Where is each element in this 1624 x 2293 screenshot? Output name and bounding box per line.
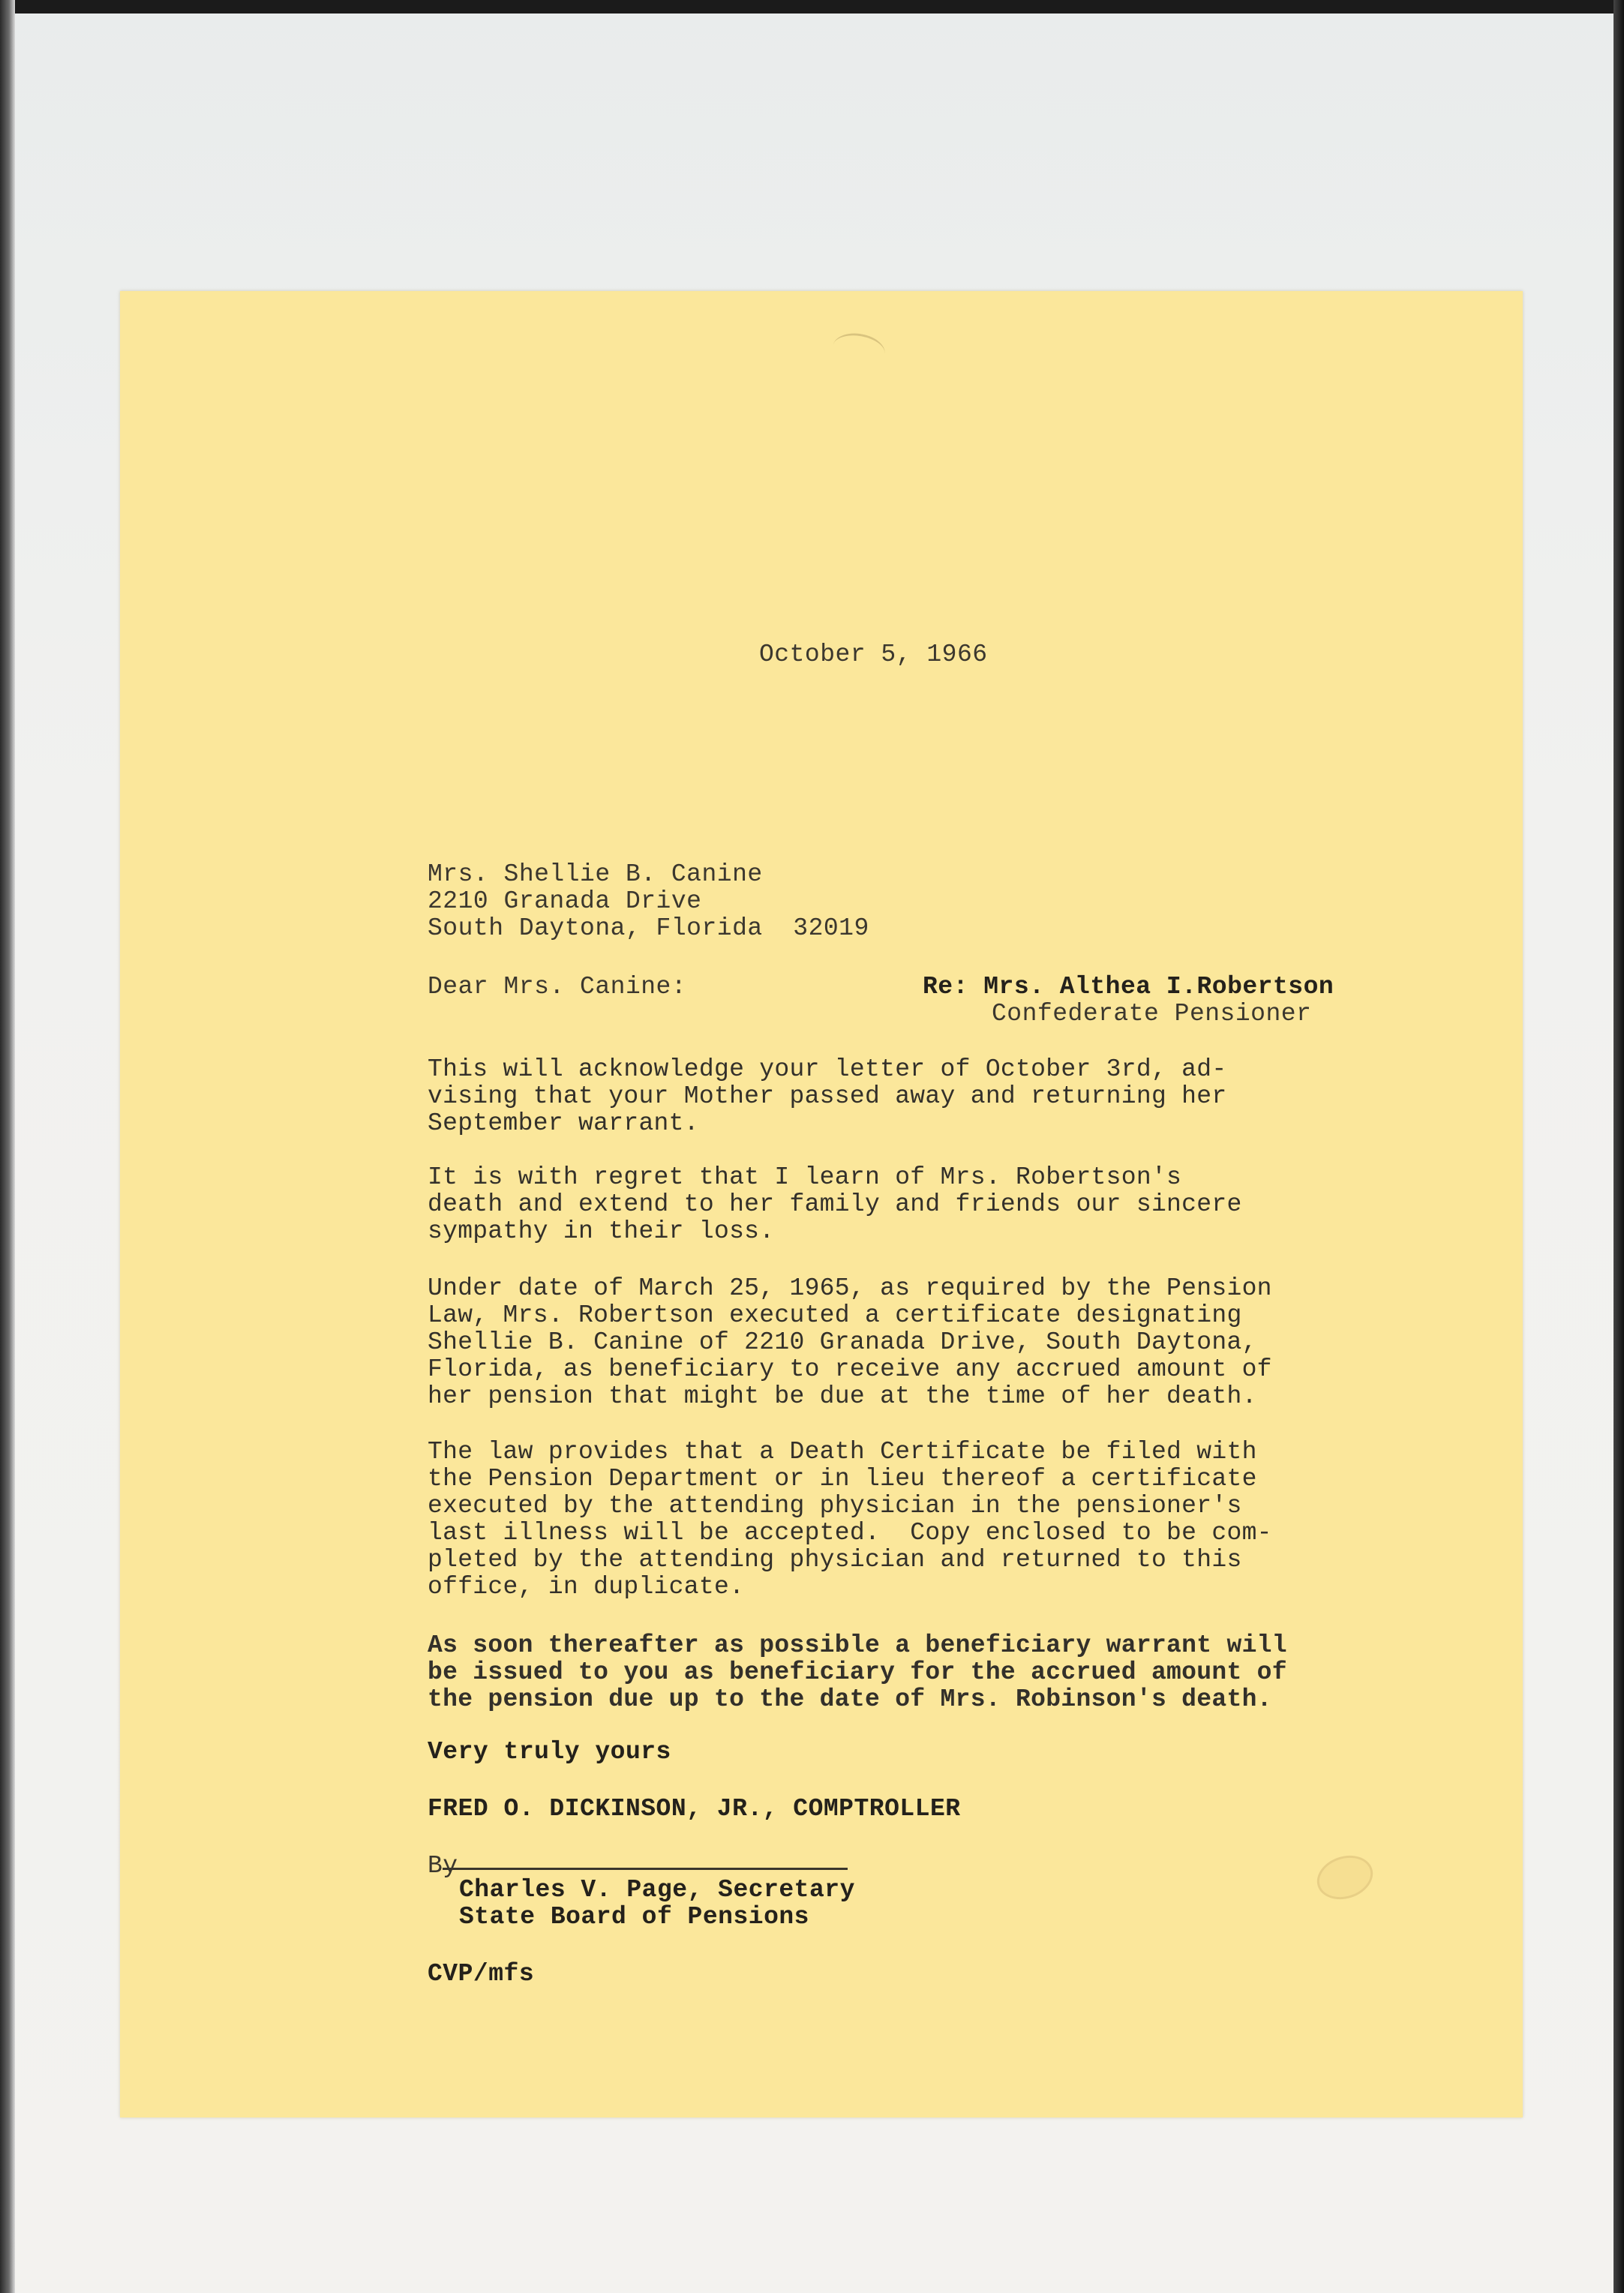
letter-paragraph [428,1439,1272,1601]
paragraph-line: last illness will be accepted. Copy enclosed to be com- [428,1519,1272,1547]
recipient-address-line: South Daytona, Florida 32019 [428,914,869,942]
letter-date: October 5, 1966 [759,641,988,668]
letter-paragraph [428,1056,1226,1137]
signer-title: State Board of Pensions [459,1903,809,1931]
paragraph-line: executed by the attending physician in the pensioner's [428,1492,1242,1520]
signature-line [443,1868,848,1870]
paragraph-line: vising that your Mother passed away and returning her [428,1082,1227,1110]
paragraph-line: It is with regret that I learn of Mrs. Robertson's [428,1163,1182,1191]
paragraph-line: September warrant. [428,1109,699,1137]
closing: Very truly yours [428,1738,671,1766]
scan-left-edge [0,0,15,2293]
paragraph-line: the pension due up to the date of Mrs. Robinson's death. [428,1685,1272,1713]
reference-line: Re: Mrs. Althea I.Robertson [923,973,1334,1001]
salutation: Dear Mrs. Canine: [428,973,687,1001]
recipient-address-line: Mrs. Shellie B. Canine [428,860,763,888]
scan-right-edge [1613,0,1624,2293]
reference-line: Confederate Pensioner [992,1000,1312,1028]
recipient-address-line: 2210 Granada Drive [428,887,702,915]
signer-name: Charles V. Page, Secretary [459,1876,855,1904]
paragraph-line: Shellie B. Canine of 2210 Granada Drive, South Daytona, [428,1328,1257,1356]
paragraph-line: office, in duplicate. [428,1573,745,1601]
paragraph-line: the Pension Department or in lieu thereof a certificate [428,1465,1257,1493]
letter-paragraph [428,1632,1287,1713]
typist-initials: CVP/mfs [428,1960,535,1988]
letter-paragraph [428,1164,1242,1245]
letter-paragraph [428,1275,1272,1410]
by-label: By [428,1852,458,1880]
paragraph-line: be issued to you as beneficiary for the accrued amount of [428,1658,1287,1686]
paragraph-line: As soon thereafter as possible a beneficiary warrant will [428,1631,1287,1659]
comptroller-line: FRED O. DICKINSON, JR., COMPTROLLER [428,1795,961,1823]
paragraph-line: Law, Mrs. Robertson executed a certificate designating [428,1301,1242,1329]
paragraph-line: sympathy in their loss. [428,1217,775,1245]
paragraph-line: pleted by the attending physician and returned to this [428,1546,1242,1574]
scan-top-edge [0,0,1624,14]
paragraph-line: This will acknowledge your letter of October 3rd, ad- [428,1055,1227,1083]
paragraph-line: The law provides that a Death Certificate be filed with [428,1438,1257,1466]
paragraph-line: her pension that might be due at the time of her death. [428,1382,1257,1410]
paragraph-line: death and extend to her family and friends our sincere [428,1190,1242,1218]
paragraph-line: Florida, as beneficiary to receive any accrued amount of [428,1355,1272,1383]
paragraph-line: Under date of March 25, 1965, as required by the Pension [428,1274,1272,1302]
